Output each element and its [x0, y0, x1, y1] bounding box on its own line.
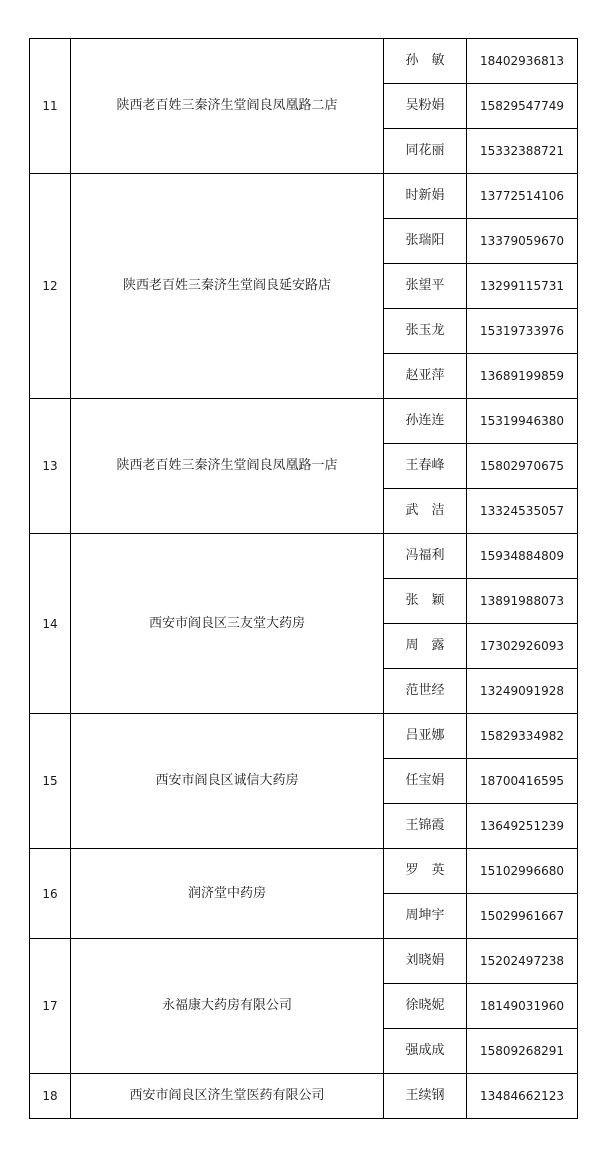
phone-number-cell: 15809268291	[467, 1029, 578, 1074]
row-number-cell: 18	[30, 1074, 71, 1119]
phone-number-cell: 15319733976	[467, 309, 578, 354]
phone-number-cell: 15934884809	[467, 534, 578, 579]
staff-name-cell: 赵亚萍	[384, 354, 467, 399]
table-row	[30, 534, 578, 579]
staff-name-cell: 张玉龙	[384, 309, 467, 354]
pharmacy-contact-table	[29, 38, 578, 1119]
phone-number-cell: 13299115731	[467, 264, 578, 309]
phone-number-cell: 13772514106	[467, 174, 578, 219]
table-row	[30, 399, 578, 444]
store-name-cell: 永福康大药房有限公司	[71, 939, 384, 1074]
phone-number-cell: 13891988073	[467, 579, 578, 624]
staff-name-cell: 同花丽	[384, 129, 467, 174]
staff-name-cell: 范世经	[384, 669, 467, 714]
staff-name-cell: 孙 敏	[384, 39, 467, 84]
phone-number-cell: 15102996680	[467, 849, 578, 894]
staff-name-cell: 刘晓娟	[384, 939, 467, 984]
staff-name-cell: 徐晓妮	[384, 984, 467, 1029]
store-name-cell: 西安市阎良区诚信大药房	[71, 714, 384, 849]
phone-number-cell: 18149031960	[467, 984, 578, 1029]
staff-name-cell: 周坤宇	[384, 894, 467, 939]
row-number-cell: 15	[30, 714, 71, 849]
staff-name-cell: 罗 英	[384, 849, 467, 894]
staff-name-cell: 孙连连	[384, 399, 467, 444]
staff-name-cell: 王续钢	[384, 1074, 467, 1119]
row-number-cell: 17	[30, 939, 71, 1074]
staff-name-cell: 王锦霞	[384, 804, 467, 849]
staff-name-cell: 张瑞阳	[384, 219, 467, 264]
phone-number-cell: 13324535057	[467, 489, 578, 534]
phone-number-cell: 13249091928	[467, 669, 578, 714]
staff-name-cell: 张望平	[384, 264, 467, 309]
staff-name-cell: 张 颖	[384, 579, 467, 624]
staff-name-cell: 时新娟	[384, 174, 467, 219]
phone-number-cell: 13649251239	[467, 804, 578, 849]
phone-number-cell: 15319946380	[467, 399, 578, 444]
table-row	[30, 39, 578, 84]
row-number-cell: 11	[30, 39, 71, 174]
phone-number-cell: 15332388721	[467, 129, 578, 174]
phone-number-cell: 13689199859	[467, 354, 578, 399]
table-body	[30, 39, 578, 1119]
staff-name-cell: 王春峰	[384, 444, 467, 489]
table-row	[30, 174, 578, 219]
store-name-cell: 陕西老百姓三秦济生堂阎良凤凰路一店	[71, 399, 384, 534]
phone-number-cell: 15829334982	[467, 714, 578, 759]
phone-number-cell: 15802970675	[467, 444, 578, 489]
phone-number-cell: 18700416595	[467, 759, 578, 804]
phone-number-cell: 15202497238	[467, 939, 578, 984]
table-row	[30, 849, 578, 894]
store-name-cell: 西安市阎良区济生堂医药有限公司	[71, 1074, 384, 1119]
row-number-cell: 16	[30, 849, 71, 939]
phone-number-cell: 18402936813	[467, 39, 578, 84]
phone-number-cell: 15829547749	[467, 84, 578, 129]
table-row	[30, 939, 578, 984]
staff-name-cell: 冯福利	[384, 534, 467, 579]
staff-name-cell: 任宝娟	[384, 759, 467, 804]
staff-name-cell: 武 洁	[384, 489, 467, 534]
store-name-cell: 西安市阎良区三友堂大药房	[71, 534, 384, 714]
phone-number-cell: 15029961667	[467, 894, 578, 939]
staff-name-cell: 周 露	[384, 624, 467, 669]
store-name-cell: 润济堂中药房	[71, 849, 384, 939]
row-number-cell: 14	[30, 534, 71, 714]
row-number-cell: 12	[30, 174, 71, 399]
staff-name-cell: 强成成	[384, 1029, 467, 1074]
store-name-cell: 陕西老百姓三秦济生堂阎良凤凰路二店	[71, 39, 384, 174]
table-row	[30, 1074, 578, 1119]
store-name-cell: 陕西老百姓三秦济生堂阎良延安路店	[71, 174, 384, 399]
row-number-cell: 13	[30, 399, 71, 534]
staff-name-cell: 吴粉娟	[384, 84, 467, 129]
staff-name-cell: 吕亚娜	[384, 714, 467, 759]
table-row	[30, 714, 578, 759]
phone-number-cell: 13484662123	[467, 1074, 578, 1119]
phone-number-cell: 17302926093	[467, 624, 578, 669]
phone-number-cell: 13379059670	[467, 219, 578, 264]
